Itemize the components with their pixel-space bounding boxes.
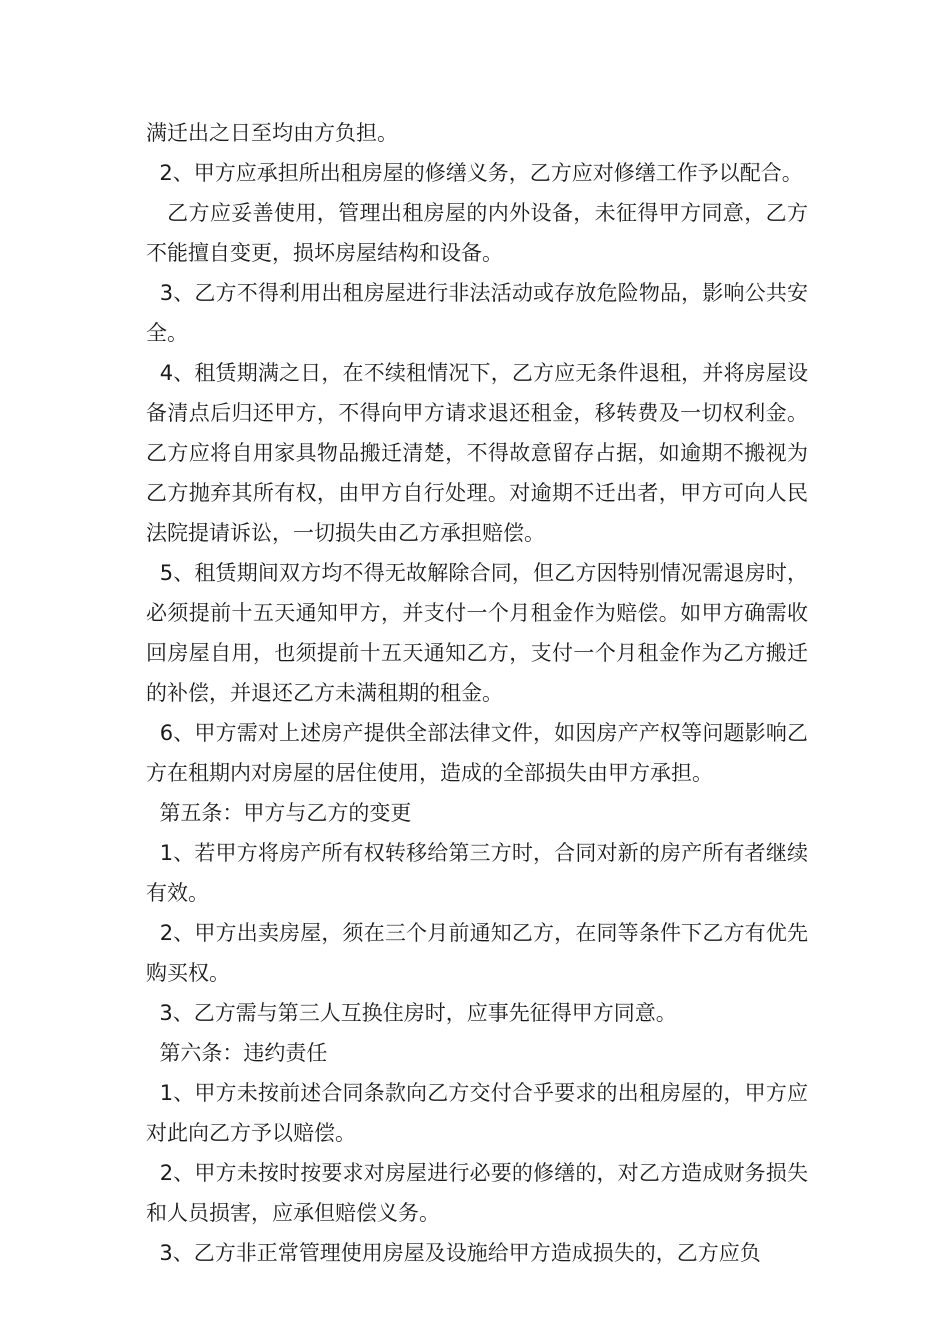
paragraph-article-5-clause-2: 2、甲方出卖房屋，须在三个月前通知乙方，在同等条件下乙方有优先购买权。 [146, 921, 808, 985]
paragraph-article-6-clause-2: 2、甲方未按时按要求对房屋进行必要的修缮的，对乙方造成财务损失和人员损害，应承但赔偿义务。 [146, 1161, 808, 1225]
paragraph-proper-use: 乙方应妥善使用，管理出租房屋的内外设备，未征得甲方同意，乙方不能擅自变更，损坏房屋结构和设备。 [146, 201, 809, 265]
paragraph-clause-5-termination: 5、租赁期间双方均不得无故解除合同，但乙方因特别情况需退房时，必须提前十五天通知甲方，并支付一个月租金作为赔偿。如甲方确需收回房屋自用，也须提前十五天通知乙方，支付一个月租金作为乙方搬迁的补偿，并退还乙方未满租期的租金。 [146, 561, 808, 705]
paragraph-article-5-clause-3: 3、乙方需与第三人互换住房时，应事先征得甲方同意。 [146, 1001, 677, 1025]
paragraph-article-5-clause-1: 1、若甲方将房产所有权转移给第三方时，合同对新的房产所有者继续有效。 [146, 841, 808, 905]
paragraph-article-6-clause-3: 3、乙方非正常管理使用房屋及设施给甲方造成损失的，乙方应负 [146, 1241, 761, 1265]
section-heading-article-5: 第五条：甲方与乙方的变更 [146, 801, 412, 825]
paragraph-clause-6-legal-documents: 6、甲方需对上述房产提供全部法律文件，如因房产产权等问题影响乙方在租期内对房屋的居住使用，造成的全部损失由甲方承担。 [146, 721, 808, 785]
paragraph-clause-4-lease-expiry: 4、租赁期满之日，在不续租情况下，乙方应无条件退租，并将房屋设备清点后归还甲方，不得向甲方请求退还租金，移转费及一切权利金。乙方应将自用家具物品搬迁清楚，不得故意留存占据，如逾期不搬视为乙方抛弃其所有权，由甲方自行处理。对逾期不迁出者，甲方可向人民法院提请诉讼，一切损失由乙方承担赔偿。 [146, 361, 808, 545]
paragraph-clause-3-illegal-use: 3、乙方不得利用出租房屋进行非法活动或存放危险物品，影响公共安全。 [146, 281, 808, 345]
section-heading-article-6: 第六条：违约责任 [146, 1041, 328, 1065]
paragraph-article-6-clause-1: 1、甲方未按前述合同条款向乙方交付合乎要求的出租房屋的，甲方应对此向乙方予以赔偿。 [146, 1081, 808, 1145]
document-body [146, 113, 808, 1273]
paragraph-clause-2-repair: 2、甲方应承担所出租房屋的修缮义务，乙方应对修缮工作予以配合。 [146, 161, 803, 185]
paragraph-continuation: 满迁出之日至均由方负担。 [146, 121, 398, 145]
